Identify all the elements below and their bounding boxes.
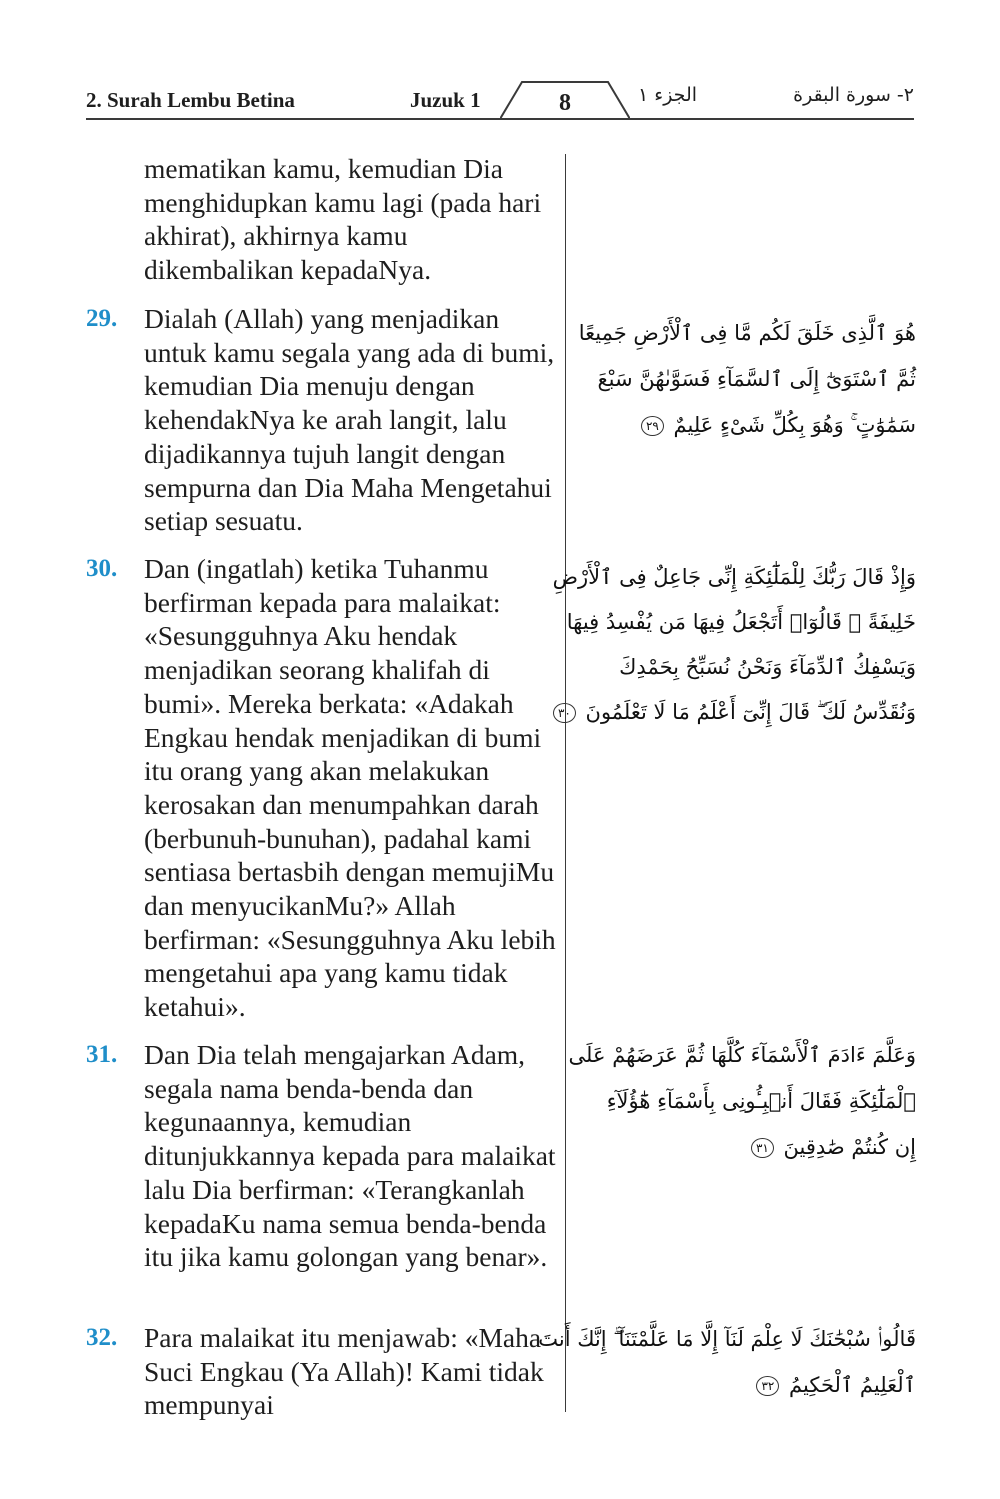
surah-title-arabic: ٢- سورة البقرة bbox=[793, 84, 914, 106]
header-rule bbox=[86, 118, 914, 120]
juz-label-latin: Juzuk 1 bbox=[410, 88, 481, 112]
verse-translation: Dan Dia telah mengajarkan Adam, segala nama benda-benda dan kegunaannya, kemudian ditunjukkannya kepada para malaikat lalu Dia berfirman: «Terangkanlah kepadaKu nama semua benda-benda itu jika kamu golongan yang benar». bbox=[144, 1039, 556, 1273]
arabic-line: وَيَسْفِكُ ٱلدِّمَآءَ وَنَحْنُ نُسَبِّحُ بِحَمْدِكَ bbox=[619, 655, 916, 679]
ayah-end-marker: ٣١ bbox=[751, 1138, 774, 1158]
verse-translation: Dialah (Allah) yang menjadikan untuk kamu segala yang ada di bumi, kemudian Dia menuju dengan kehendakNya ke arah langit, lalu dijadikannya tujuh langit dengan sempurna dan Dia Maha Mengetahui setiap sesuatu. bbox=[144, 303, 555, 537]
arabic-line: سَمَٰوَٰتٍ ۚ وَهُوَ بِكُلِّ شَىْءٍ عَلِيمٌ ٢٩ bbox=[586, 402, 916, 448]
arabic-line: وَنُقَدِّسُ لَكَ ۖ قَالَ إِنِّىٓ أَعْلَمُ مَا لَا تَعْلَمُونَ ٣٠ bbox=[586, 690, 916, 735]
column-divider bbox=[565, 154, 566, 1412]
verse-translation: Para malaikat itu menjawab: «Maha Suci Engkau (Ya Allah)! Kami tidak mempunyai bbox=[144, 1322, 544, 1421]
page-number: 8 bbox=[559, 90, 571, 116]
arabic-line: ثُمَّ ٱسْتَوَىٰٓ إِلَى ٱلسَّمَآءِ فَسَوَّىٰهُنَّ سَبْعَ bbox=[597, 367, 916, 391]
arabic-line: إِن كُنتُمْ صَٰدِقِينَ ٣١ bbox=[586, 1124, 916, 1170]
verse-arabic bbox=[538, 1316, 916, 1408]
arabic-line: هُوَ ٱلَّذِى خَلَقَ لَكُم مَّا فِى ٱلْأَرْضِ جَمِيعًا bbox=[578, 321, 916, 345]
arabic-line: وَإِذْ قَالَ رَبُّكَ لِلْمَلَٰٓئِكَةِ إِنِّى جَاعِلٌ فِى ٱلْأَرْضِ bbox=[552, 565, 916, 589]
verse-arabic bbox=[578, 310, 916, 448]
continuation-text: mematikan kamu, kemudian Dia menghidupkan kamu lagi (pada hari akhirat), akhirnya kamu dikembalikan kepadaNya. bbox=[144, 153, 542, 286]
verse-arabic bbox=[568, 1032, 916, 1170]
arabic-line: قَالُوا۟ سُبْحَٰنَكَ لَا عِلْمَ لَنَآ إِلَّا مَا عَلَّمْتَنَآ ۖ إِنَّكَ أَنتَ bbox=[538, 1327, 916, 1351]
juz-label-arabic: الجزء ١ bbox=[638, 84, 698, 106]
ayah-end-marker: ٢٩ bbox=[641, 416, 664, 436]
arabic-line: ٱلْعَلِيمُ ٱلْحَكِيمُ ٣٢ bbox=[586, 1362, 916, 1408]
ayah-end-marker: ٣٠ bbox=[553, 703, 576, 723]
arabic-line: وَعَلَّمَ ءَادَمَ ٱلْأَسْمَآءَ كُلَّهَا ثُمَّ عَرَضَهُمْ عَلَى bbox=[568, 1043, 916, 1067]
running-header bbox=[86, 78, 914, 124]
arabic-line: ٱلْمَلَٰٓئِكَةِ فَقَالَ أَنۢبِـُٔونِى بِأَسْمَآءِ هَٰٓؤُلَآءِ bbox=[606, 1089, 916, 1113]
verse-arabic bbox=[552, 555, 916, 735]
ayah-end-marker: ٣٢ bbox=[756, 1376, 779, 1396]
surah-title-latin: 2. Surah Lembu Betina bbox=[86, 88, 295, 112]
verse-number: 29. bbox=[86, 305, 118, 332]
verse-number: 30. bbox=[86, 555, 118, 582]
verse-number: 32. bbox=[86, 1324, 118, 1351]
verse-number: 31. bbox=[86, 1041, 118, 1068]
arabic-line: خَلِيفَةً ۖ قَالُوٓا۟ أَتَجْعَلُ فِيهَا مَن يُفْسِدُ فِيهَا bbox=[566, 610, 916, 634]
verse-translation: Dan (ingatlah) ketika Tuhanmu berfirman kepada para malaikat: «Sesungguhnya Aku hendak menjadikan seorang khalifah di bumi». Mereka berkata: «Adakah Engkau hendak menjadikan di bumi itu orang yang akan melakukan kerosakan dan menumpahkan darah (berbunuh-bunuhan), padahal kami sentiasa bertasbih dengan memujiMu dan menyucikanMu?» Allah berfirman: «Sesungguhnya Aku lebih mengetahui apa yang kamu tidak ketahui». bbox=[144, 553, 556, 1023]
